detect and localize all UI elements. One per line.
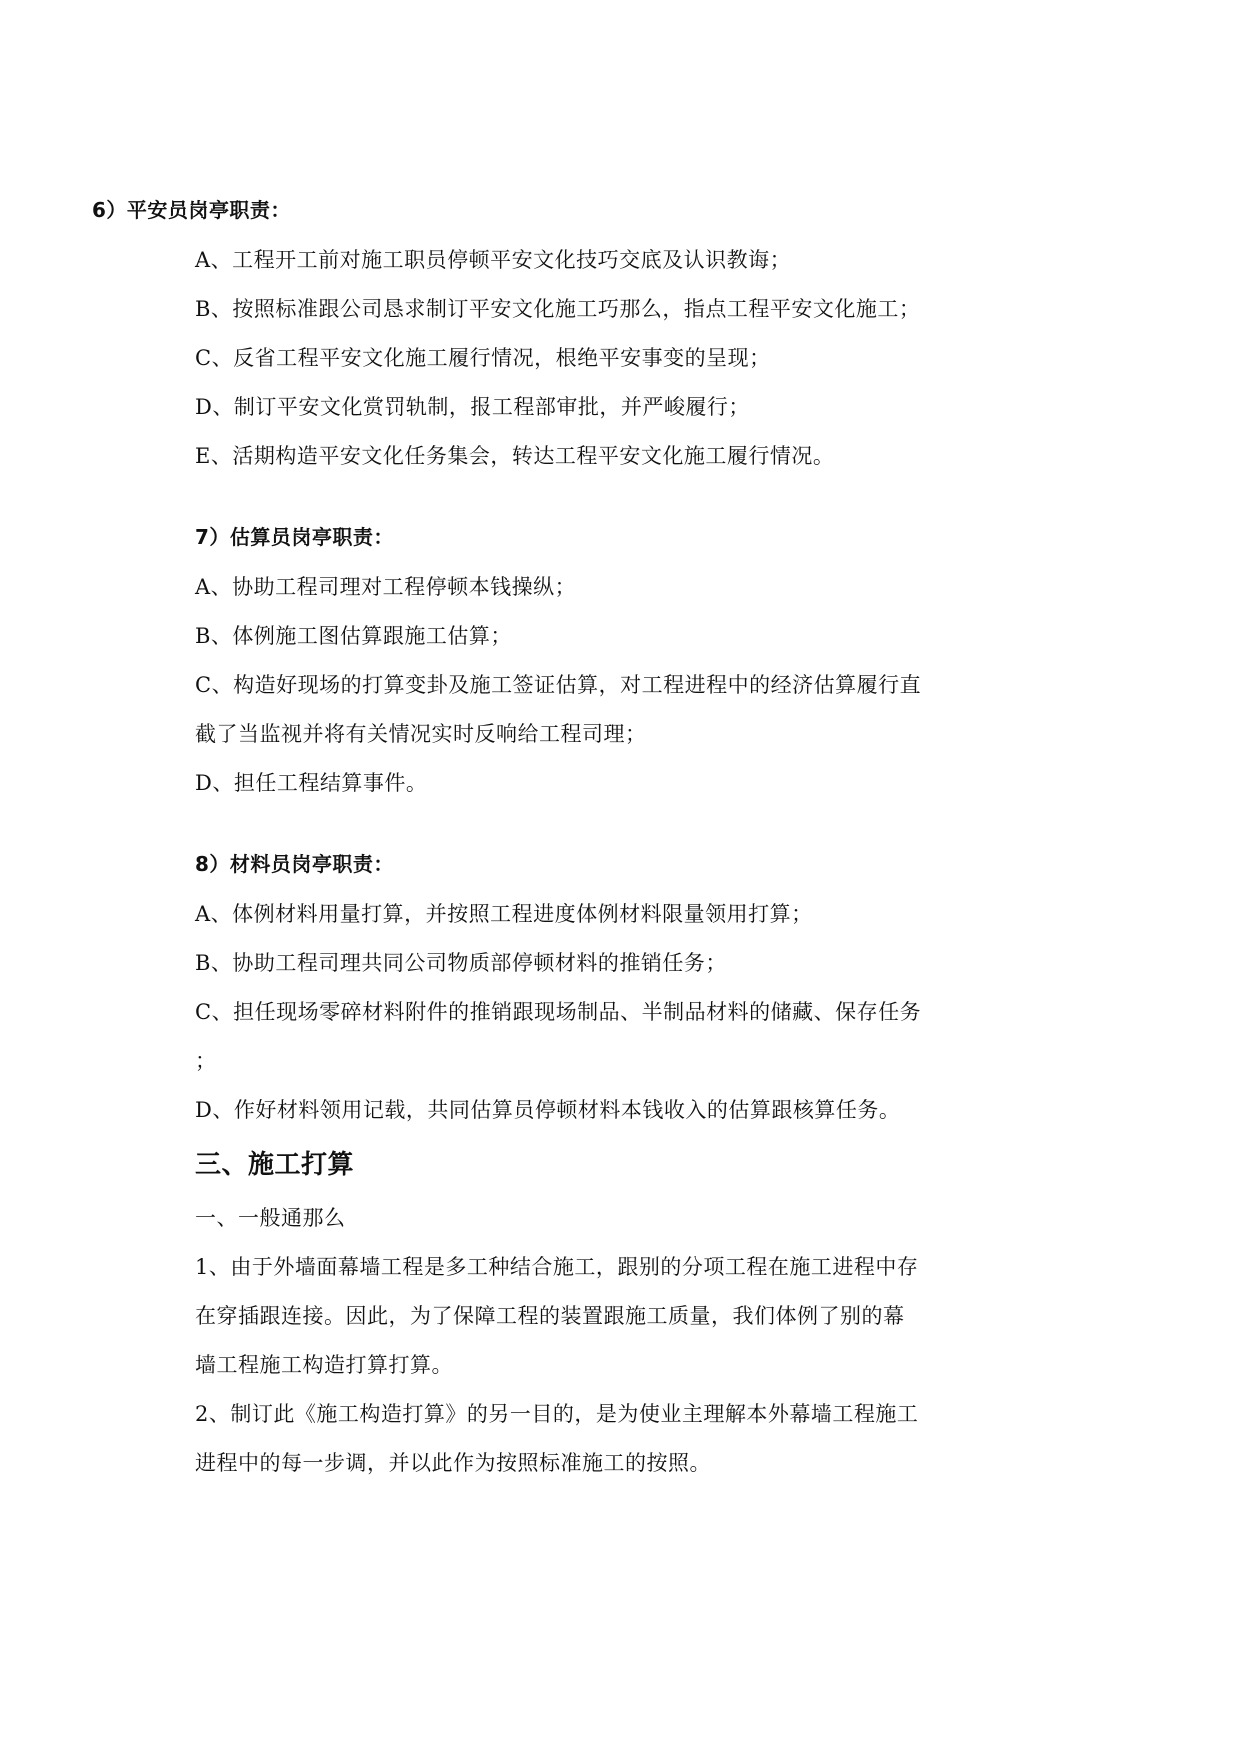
chapter-3-paragraph-1-cont: 在穿插跟连接。因此，为了保障工程的装置跟施工质量，我们体例了别的幕	[195, 1304, 905, 1328]
section-7-item-c-cont: 截了当监视并将有关情况实时反响给工程司理；	[195, 722, 647, 746]
chapter-3-subtitle: 一、一般通那么	[195, 1206, 346, 1230]
section-8-item-d: D、作好材料领用记载，共同估算员停顿材料本钱收入的估算跟核算任务。	[195, 1098, 901, 1122]
section-7-item-b: B、体例施工图估算跟施工估算；	[195, 624, 512, 648]
chapter-3-paragraph-1-end: 墙工程施工构造打算打算。	[195, 1353, 453, 1377]
section-7-item-c: C、构造好现场的打算变卦及施工签证估算，对工程进程中的经济估算履行直	[195, 673, 922, 697]
section-7-item-d: D、担任工程结算事件。	[195, 771, 428, 795]
chapter-3-paragraph-1: 1、由于外墙面幕墙工程是多工种结合施工，跟别的分项工程在施工进程中存	[195, 1255, 919, 1279]
chapter-3-title: 三、施工打算	[195, 1150, 355, 1180]
section-8-heading: 8）材料员岗亭职责：	[195, 852, 394, 876]
section-6-item-e: E、活期构造平安文化任务集会，转达工程平安文化施工履行情况。	[195, 444, 835, 468]
chapter-3-paragraph-2: 2、制订此《施工构造打算》的另一目的，是为使业主理解本外幕墙工程施工	[195, 1402, 919, 1426]
section-6-heading: 6）平安员岗亭职责：	[92, 198, 291, 222]
section-7-item-a: A、协助工程司理对工程停顿本钱操纵；	[195, 575, 577, 599]
section-8-item-a: A、体例材料用量打算，并按照工程进度体例材料限量领用打算；	[195, 902, 813, 926]
section-8-item-c-cont: ；	[195, 1049, 217, 1073]
section-8-item-b: B、协助工程司理共同公司物质部停顿材料的推销任务；	[195, 951, 727, 975]
section-8-item-c: C、担任现场零碎材料附件的推销跟现场制品、半制品材料的储藏、保存任务	[195, 1000, 922, 1024]
section-7-heading: 7）估算员岗亭职责：	[195, 525, 394, 549]
chapter-3-paragraph-2-cont: 进程中的每一步调，并以此作为按照标准施工的按照。	[195, 1451, 711, 1475]
section-6-item-b: B、按照标准跟公司恳求制订平安文化施工巧那么，指点工程平安文化施工；	[195, 297, 921, 321]
section-6-item-a: A、工程开工前对施工职员停顿平安文化技巧交底及认识教诲；	[195, 248, 792, 272]
section-6-item-c: C、反省工程平安文化施工履行情况，根绝平安事变的呈现；	[195, 346, 771, 370]
section-6-item-d: D、制订平安文化赏罚轨制，报工程部审批，并严峻履行；	[195, 395, 750, 419]
